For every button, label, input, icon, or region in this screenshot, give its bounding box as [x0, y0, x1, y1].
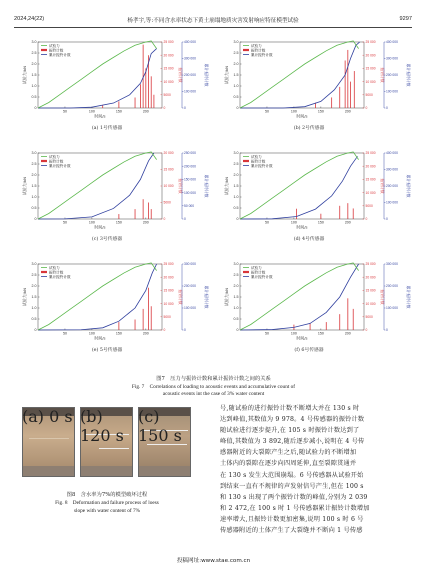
- x-tick-label: 100: [290, 220, 297, 225]
- legend-swatch: [243, 49, 249, 51]
- text-line: 速率增大,且振铃计数更加密集,说明 100 s 时 6 号: [220, 515, 364, 523]
- mid-tick-label: 10 000: [365, 190, 376, 195]
- mid-tick-label: 25 000: [163, 40, 174, 45]
- y-tick-label: 3.0: [31, 151, 37, 156]
- chart-svg: [14, 36, 209, 132]
- caption-en-line1: Fig. 7 Correlations of loading to acoustic events and accumulative count of: [131, 383, 296, 390]
- y-tick-label: 3.0: [233, 151, 239, 156]
- y-tick-label: 2.0: [31, 284, 37, 289]
- x-axis-label: 时间/s: [94, 335, 106, 341]
- chart-legend: [41, 43, 71, 57]
- x-axis-label: 时间/s: [296, 224, 308, 230]
- y-axis-label-right: 累计振铃计数: [406, 285, 411, 309]
- mid-tick-label: 10 000: [163, 301, 174, 306]
- y-axis-label-mid: 振铃计数: [178, 178, 183, 194]
- legend-swatch: [41, 271, 47, 273]
- y-axis-label-mid: 振铃计数: [178, 289, 183, 305]
- y-tick-label: 2.0: [233, 62, 239, 67]
- y-tick-label: 2.5: [233, 273, 239, 278]
- x-tick-label: 50: [264, 109, 269, 114]
- chart-caption: (b) 2号传感器: [293, 126, 325, 131]
- legend-label: 试验力: [251, 265, 262, 270]
- y-axis-label-left: 试验力/kN: [224, 287, 229, 307]
- photo-label-c: (c) 150 s: [138, 407, 182, 445]
- mid-tick-label: 0: [163, 328, 166, 333]
- text-line: 在 130 s 发生大范围崩塌。6 号传感器从试验开始: [220, 471, 364, 479]
- y-tick-label: 0.5: [233, 95, 239, 100]
- y-tick-label: 2.0: [233, 284, 239, 289]
- x-tick-label: 150: [317, 109, 324, 114]
- legend-label: 振铃计数: [49, 159, 64, 164]
- y-tick-label: 1.0: [31, 195, 37, 200]
- y-tick-label: 0.5: [233, 317, 239, 322]
- right-tick-label: 400 000: [386, 151, 398, 156]
- x-tick-label: 200: [344, 331, 351, 336]
- y-tick-label: 2.0: [233, 173, 239, 178]
- right-tick-label: 200 000: [184, 164, 196, 169]
- chart-legend: [41, 265, 71, 279]
- x-tick-label: 150: [317, 331, 324, 336]
- mid-tick-label: 15 000: [163, 66, 174, 71]
- right-tick-label: 300 000: [386, 262, 398, 267]
- chart-legend: [41, 154, 71, 168]
- text-line: 和 130 s 出现了两个振铃计数的峰值,分别为 2 039: [220, 493, 368, 501]
- chart-caption: (d) 4号传感器: [293, 237, 325, 242]
- right-tick-label: 150 000: [184, 177, 196, 182]
- legend-label: 振铃计数: [49, 48, 64, 53]
- x-tick-label: 200: [344, 109, 351, 114]
- page-footer: 投稿网址:www.stae.com.cn: [176, 558, 251, 564]
- y-axis-label-right: 累计振铃计数: [406, 63, 411, 87]
- y-tick-label: 2.5: [233, 162, 239, 167]
- x-tick-label: 100: [88, 109, 95, 114]
- x-axis-label: 时间/s: [296, 335, 308, 341]
- caption-en-line1: Fig. 8 Deformation and failure process of loess: [55, 499, 159, 506]
- chart-caption: (e) 5号传感器: [91, 348, 123, 353]
- right-tick-label: 100 000: [386, 200, 398, 205]
- right-tick-label: 300 000: [386, 56, 398, 61]
- x-tick-label: 150: [115, 331, 122, 336]
- x-axis-label: 时间/s: [94, 224, 106, 230]
- x-tick-label: 50: [62, 331, 67, 336]
- legend-label: 试验力: [49, 154, 60, 159]
- right-tick-label: 300 000: [386, 167, 398, 172]
- y-tick-label: 0: [236, 106, 239, 111]
- chart-caption: (a) 1号传感器: [91, 126, 123, 131]
- y-tick-label: 2.5: [31, 51, 37, 56]
- y-tick-label: 3.0: [31, 262, 37, 267]
- figure-7-caption: [0, 376, 427, 399]
- chart-caption: (f) 6号传感器: [294, 348, 324, 353]
- text-line: 号,随试验的进行振铃计数不断增大并在 130 s 时: [220, 405, 360, 412]
- chart-panel-e: [14, 258, 209, 354]
- caption-en-line2: slope with water content of 7%: [73, 507, 141, 514]
- y-tick-label: 1.0: [31, 84, 37, 89]
- x-tick-label: 200: [142, 220, 149, 225]
- legend-label: 累计振铃计数: [251, 52, 273, 57]
- right-tick-label: 200 000: [386, 284, 398, 289]
- y-tick-label: 1.0: [233, 195, 239, 200]
- caption-cn: 图8 含水率为7%的模型破坏过程: [66, 492, 148, 498]
- x-tick-label: 200: [142, 109, 149, 114]
- mid-tick-label: 20 000: [163, 151, 174, 156]
- right-tick-label: 200 000: [386, 73, 398, 78]
- chart-legend: [243, 154, 273, 168]
- text-line: 土体内的裂隙在逐步向四周延伸,直至裂隙贯通并: [220, 460, 357, 468]
- right-tick-label: 250 000: [184, 151, 196, 156]
- y-axis-label-left: 试验力/kN: [22, 176, 27, 196]
- photo-label-a: (a) 0 s: [22, 407, 73, 426]
- mid-tick-label: 5000: [365, 315, 373, 319]
- y-axis-label-right: 累计振铃计数: [406, 174, 411, 198]
- y-axis-label-right: 累计振铃计数: [204, 174, 209, 198]
- y-tick-label: 0: [34, 106, 37, 111]
- mid-tick-label: 5000: [163, 93, 171, 97]
- y-tick-label: 3.0: [31, 40, 37, 45]
- right-tick-label: 0: [184, 328, 186, 333]
- mid-tick-label: 0: [365, 217, 368, 222]
- legend-label: 振铃计数: [49, 270, 64, 275]
- x-tick-label: 100: [290, 331, 297, 336]
- mid-tick-label: 20 000: [163, 53, 174, 58]
- x-tick-label: 150: [317, 220, 324, 225]
- mid-tick-label: 25 000: [365, 262, 376, 267]
- y-tick-label: 1.0: [233, 306, 239, 311]
- running-title: 杨孝宇,等:不同含水率状态下黄土崩塌地质灾害发射响应特征模型试验: [127, 18, 299, 24]
- mid-tick-label: 10 000: [163, 184, 174, 189]
- chart-svg: [14, 147, 209, 243]
- chart-legend: [243, 265, 273, 279]
- mid-tick-label: 25 000: [365, 151, 376, 156]
- chart-panel-d: [216, 147, 411, 243]
- x-tick-label: 200: [344, 220, 351, 225]
- y-tick-label: 1.5: [233, 184, 239, 189]
- y-tick-label: 0: [34, 328, 37, 333]
- mid-tick-label: 15 000: [163, 167, 174, 172]
- right-tick-label: 100 000: [386, 306, 398, 311]
- photo-label-b: (b) 120 s: [80, 407, 124, 445]
- y-tick-label: 1.5: [233, 295, 239, 300]
- y-tick-label: 2.0: [31, 173, 37, 178]
- right-tick-label: 0: [386, 328, 388, 333]
- x-tick-label: 50: [264, 220, 269, 225]
- y-axis-label-mid: 振铃计数: [380, 178, 385, 194]
- caption-en-line2: acoustic events int the case of 3% water content: [162, 391, 265, 398]
- legend-swatch: [41, 160, 47, 162]
- legend-swatch: [41, 49, 47, 51]
- x-axis-label: 时间/s: [94, 113, 106, 119]
- y-tick-label: 2.5: [233, 51, 239, 56]
- journal-volume: 2024,24(22): [14, 16, 45, 22]
- legend-label: 累计振铃计数: [251, 163, 273, 168]
- mid-tick-label: 5000: [365, 93, 373, 97]
- right-tick-label: 400 000: [386, 40, 398, 45]
- mid-tick-label: 20 000: [365, 53, 376, 58]
- legend-swatch: [243, 160, 249, 162]
- mid-tick-label: 20 000: [163, 275, 174, 280]
- chart-panel-b: [216, 36, 411, 132]
- right-tick-label: 200 000: [184, 73, 196, 78]
- x-tick-label: 100: [290, 109, 297, 114]
- right-tick-label: 200 000: [184, 284, 196, 289]
- mid-tick-label: 10 000: [365, 301, 376, 306]
- x-tick-label: 50: [62, 220, 67, 225]
- x-tick-label: 150: [115, 220, 122, 225]
- legend-label: 累计振铃计数: [49, 52, 71, 57]
- mid-tick-label: 15 000: [365, 66, 376, 71]
- right-tick-label: 100 000: [184, 190, 196, 195]
- figure-8-caption: [22, 492, 192, 516]
- y-tick-label: 3.0: [233, 262, 239, 267]
- page-header: [14, 14, 412, 26]
- mid-tick-label: 0: [365, 106, 368, 111]
- mid-tick-label: 5000: [365, 204, 373, 208]
- page-number: 9297: [399, 16, 412, 22]
- mid-tick-label: 15 000: [365, 177, 376, 182]
- cumulative-count-line: [38, 49, 157, 108]
- text-line: 到结束一直有不规律的声发射信号产生,但在 100 s: [220, 482, 364, 490]
- y-axis-label-left: 试验力/kN: [224, 65, 229, 85]
- mid-tick-label: 20 000: [365, 164, 376, 169]
- y-tick-label: 0.5: [31, 206, 37, 211]
- legend-label: 累计振铃计数: [49, 274, 71, 279]
- legend-label: 振铃计数: [251, 48, 266, 53]
- right-tick-label: 0: [386, 217, 388, 222]
- right-tick-label: 400 000: [184, 40, 196, 45]
- mid-tick-label: 20 000: [365, 275, 376, 280]
- y-tick-label: 2.5: [31, 162, 37, 167]
- y-axis-label-left: 试验力/kN: [224, 176, 229, 196]
- chart-legend: [243, 43, 273, 57]
- y-axis-label-left: 试验力/kN: [22, 65, 27, 85]
- mid-tick-label: 0: [163, 106, 166, 111]
- y-axis-label-mid: 振铃计数: [380, 67, 385, 83]
- header-rule: [14, 27, 412, 28]
- x-tick-label: 150: [115, 109, 122, 114]
- y-tick-label: 1.5: [31, 184, 37, 189]
- right-tick-label: 0: [184, 106, 186, 111]
- right-tick-label: 100 000: [184, 89, 196, 94]
- y-tick-label: 0.5: [233, 206, 239, 211]
- right-tick-label: 300 000: [184, 56, 196, 61]
- text-line: 达到峰值,其数值为 9 978。4 号传感器的振铃计数: [220, 416, 365, 424]
- x-tick-label: 100: [88, 220, 95, 225]
- mid-tick-label: 15 000: [163, 288, 174, 293]
- mid-tick-label: 10 000: [163, 79, 174, 84]
- legend-label: 试验力: [49, 43, 60, 48]
- chart-caption: (c) 3号传感器: [91, 237, 123, 242]
- legend-label: 振铃计数: [251, 159, 266, 164]
- y-tick-label: 0: [236, 328, 239, 333]
- caption-cn: 图7 压力与振铃计数和累计振铃计数之间的关系: [156, 376, 271, 382]
- right-tick-label: 100 000: [386, 89, 398, 94]
- y-tick-label: 0: [236, 217, 239, 222]
- mid-tick-label: 10 000: [365, 79, 376, 84]
- y-axis-label-mid: 振铃计数: [380, 289, 385, 305]
- y-tick-label: 1.5: [31, 73, 37, 78]
- mid-tick-label: 5000: [163, 315, 171, 319]
- y-tick-label: 1.5: [233, 73, 239, 78]
- x-axis-label: 时间/s: [296, 113, 308, 119]
- right-tick-label: 100 000: [184, 306, 196, 311]
- y-axis-label-left: 试验力/kN: [22, 287, 27, 307]
- y-tick-label: 0: [34, 217, 37, 222]
- chart-panel-c: [14, 147, 209, 243]
- x-tick-label: 50: [264, 331, 269, 336]
- y-tick-label: 1.0: [233, 84, 239, 89]
- chart-panel-f: [216, 258, 411, 354]
- legend-label: 累计振铃计数: [49, 163, 71, 168]
- body-paragraph: [220, 403, 414, 536]
- chart-panel-a: [14, 36, 209, 132]
- right-tick-label: 200 000: [386, 184, 398, 189]
- chart-svg: [216, 258, 411, 354]
- legend-label: 累计振铃计数: [251, 274, 273, 279]
- legend-label: 试验力: [251, 43, 262, 48]
- chart-svg: [216, 147, 411, 243]
- legend-label: 振铃计数: [251, 270, 266, 275]
- text-line: 感器附近的大裂隙产生之后,随试验力的不断增加: [220, 449, 357, 457]
- right-tick-label: 50 000: [184, 204, 195, 208]
- x-tick-label: 100: [88, 331, 95, 336]
- text-line: 峰值,其数值为 3 892,随后逐步减小,说明在 4 号传: [220, 438, 365, 446]
- chart-svg: [216, 36, 411, 132]
- y-tick-label: 2.5: [31, 273, 37, 278]
- mid-tick-label: 5000: [163, 200, 171, 205]
- mid-tick-label: 25 000: [163, 262, 174, 267]
- right-tick-label: 0: [184, 217, 186, 222]
- legend-label: 试验力: [49, 265, 60, 270]
- y-tick-label: 2.0: [31, 62, 37, 67]
- y-tick-label: 0.5: [31, 317, 37, 322]
- chart-svg: [14, 258, 209, 354]
- mid-tick-label: 0: [163, 217, 166, 222]
- figure-8-photos: [22, 407, 192, 487]
- x-tick-label: 50: [62, 109, 67, 114]
- text-line: 随试验进行逐步提升,在 105 s 时振铃计数达到了: [220, 427, 360, 435]
- legend-swatch: [243, 271, 249, 273]
- mid-tick-label: 25 000: [365, 40, 376, 45]
- text-line: 和 2 472,在 100 s 时 1 号传感器累计振铃计数增加: [220, 504, 370, 512]
- y-tick-label: 3.0: [233, 40, 239, 45]
- legend-label: 试验力: [251, 154, 262, 159]
- right-tick-label: 300 000: [184, 262, 196, 267]
- mid-tick-label: 0: [365, 328, 368, 333]
- y-axis-label-right: 累计振铃计数: [204, 285, 209, 309]
- y-axis-label-mid: 振铃计数: [178, 67, 183, 83]
- y-axis-label-right: 累计振铃计数: [204, 63, 209, 87]
- mid-tick-label: 15 000: [365, 288, 376, 293]
- x-tick-label: 200: [142, 331, 149, 336]
- right-tick-label: 0: [386, 106, 388, 111]
- y-tick-label: 0.5: [31, 95, 37, 100]
- y-tick-label: 1.0: [31, 306, 37, 311]
- y-tick-label: 1.5: [31, 295, 37, 300]
- text-line: 传感器附近的土体产生了大裂缝并不断向 1 号传感: [220, 527, 363, 535]
